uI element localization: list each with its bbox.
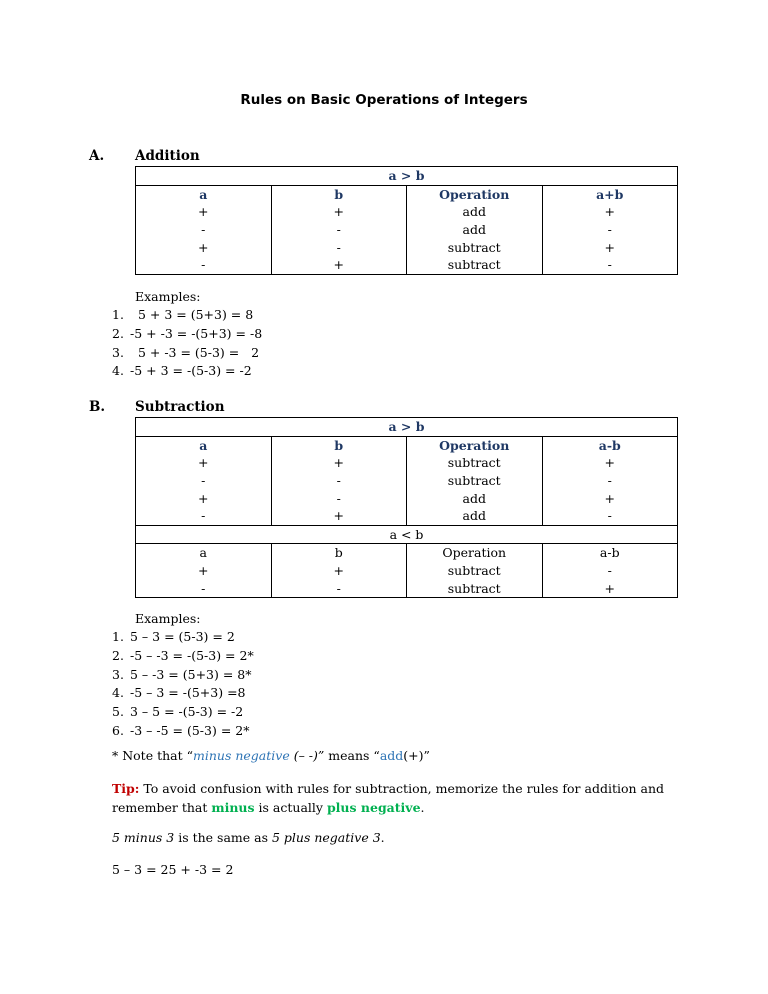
- table-cell: +: [271, 454, 407, 472]
- table-cell: -: [136, 472, 272, 490]
- section-b-title: Subtraction: [135, 399, 225, 415]
- table-cell: -: [136, 221, 272, 239]
- header-cell: Operation: [407, 185, 543, 203]
- table-cell: -: [271, 221, 407, 239]
- equivalence-text: 5 minus 3 is the same as 5 plus negative 3.: [112, 830, 385, 845]
- condition-cell: a > b: [136, 167, 678, 186]
- table-header-row: [136, 185, 678, 203]
- table-row: [136, 256, 678, 274]
- subtraction-examples-list: [112, 628, 254, 741]
- table-cell: +: [271, 256, 407, 274]
- table-row: [136, 489, 678, 507]
- header-cell: a: [136, 185, 272, 203]
- table-cell: add: [407, 221, 543, 239]
- table-cell: +: [271, 562, 407, 580]
- tip-label: Tip:: [112, 781, 140, 796]
- table-cell: +: [542, 203, 678, 221]
- table-row: [136, 507, 678, 525]
- header-cell: Operation: [407, 544, 543, 562]
- table-cell: subtract: [407, 454, 543, 472]
- header-cell: Operation: [407, 436, 543, 454]
- header-cell: b: [271, 436, 407, 454]
- condition-cell: a > b: [136, 418, 678, 437]
- header-cell: b: [271, 185, 407, 203]
- list-item: 5. 3 – 5 = -(5-3) = -2: [112, 704, 244, 720]
- table-cell: -: [271, 238, 407, 256]
- note-text: * Note that “minus negative (– -)” means “add(+)”: [112, 748, 430, 763]
- examples-label: Examples:: [135, 611, 201, 626]
- page-title: Rules on Basic Operations of Integers: [240, 92, 528, 108]
- table-cell: +: [542, 454, 678, 472]
- table-cell: +: [136, 562, 272, 580]
- final-equation: 5 – 3 = 25 + -3 = 2: [112, 862, 234, 877]
- condition-cell: a < b: [136, 525, 678, 544]
- table-header-row: [136, 436, 678, 454]
- table-cell: subtract: [407, 562, 543, 580]
- header-cell: a+b: [542, 185, 678, 203]
- list-item: 6. -3 – -5 = (5-3) = 2*: [112, 722, 250, 738]
- plus-negative-phrase: plus negative: [326, 800, 421, 815]
- section-a-heading: [89, 148, 200, 164]
- table-row: [136, 203, 678, 221]
- table-cell: -: [136, 256, 272, 274]
- table-cell: +: [542, 238, 678, 256]
- table-cell: -: [542, 562, 678, 580]
- header-cell: a-b: [542, 544, 678, 562]
- table-cell: -: [542, 221, 678, 239]
- list-item: 1. 5 + 3 = (5+3) = 8: [112, 307, 254, 322]
- table-cell: +: [136, 203, 272, 221]
- table-cell: add: [407, 507, 543, 525]
- examples-label: Examples:: [135, 289, 201, 304]
- table-cell: subtract: [407, 256, 543, 274]
- table-cell: subtract: [407, 472, 543, 490]
- section-a-letter: A.: [89, 148, 105, 164]
- list-item: 1. 5 – 3 = (5-3) = 2: [112, 629, 235, 644]
- table-cell: -: [271, 489, 407, 507]
- note-phrase: minus negative: [193, 748, 290, 763]
- minus-word: minus: [211, 800, 255, 815]
- addition-examples-list: [112, 306, 262, 381]
- tip-paragraph: Tip: To avoid confusion with rules for subtraction, memorize the rules for addition and remember that minus is actually plus negative.: [112, 781, 665, 815]
- table-cell: +: [136, 238, 272, 256]
- header-cell: a: [136, 436, 272, 454]
- subtraction-table: [135, 417, 678, 598]
- addition-table: [135, 166, 678, 275]
- table-cell: -: [271, 472, 407, 490]
- table-cell: add: [407, 203, 543, 221]
- table-row: [136, 472, 678, 490]
- table-cell: +: [271, 203, 407, 221]
- header-cell: b: [271, 544, 407, 562]
- list-item: 4. -5 – 3 = -(5+3) =8: [112, 685, 246, 701]
- section-b-heading: [89, 399, 225, 415]
- list-item: 3. 5 + -3 = (5-3) = 2: [112, 344, 260, 360]
- table-cell: -: [136, 579, 272, 597]
- table-row: [136, 562, 678, 580]
- table-cell: -: [271, 579, 407, 597]
- table-cell: -: [542, 256, 678, 274]
- table-cell: +: [136, 489, 272, 507]
- table-cell: add: [407, 489, 543, 507]
- table-row: [136, 579, 678, 597]
- section-b-letter: B.: [89, 399, 106, 415]
- list-item: 4. -5 + 3 = -(5-3) = -2: [112, 363, 252, 379]
- table-cell: -: [136, 507, 272, 525]
- table-cell: +: [542, 579, 678, 597]
- header-cell: a: [136, 544, 272, 562]
- list-item: 2. -5 – -3 = -(5-3) = 2*: [112, 647, 254, 663]
- list-item: 3. 5 – -3 = (5+3) = 8*: [112, 666, 252, 682]
- table-row: [136, 238, 678, 256]
- table-cell: -: [542, 507, 678, 525]
- section-a-title: Addition: [135, 148, 200, 164]
- table-cell: subtract: [407, 238, 543, 256]
- note-add-word: add: [379, 748, 404, 763]
- table-cell: +: [542, 489, 678, 507]
- table-cell: +: [271, 507, 407, 525]
- header-cell: a-b: [542, 436, 678, 454]
- table-row: [136, 221, 678, 239]
- table-row: [136, 454, 678, 472]
- table-cell: -: [542, 472, 678, 490]
- table-cell: +: [136, 454, 272, 472]
- table-header-row: [136, 544, 678, 562]
- list-item: 2. -5 + -3 = -(5+3) = -8: [112, 325, 263, 341]
- table-cell: subtract: [407, 579, 543, 597]
